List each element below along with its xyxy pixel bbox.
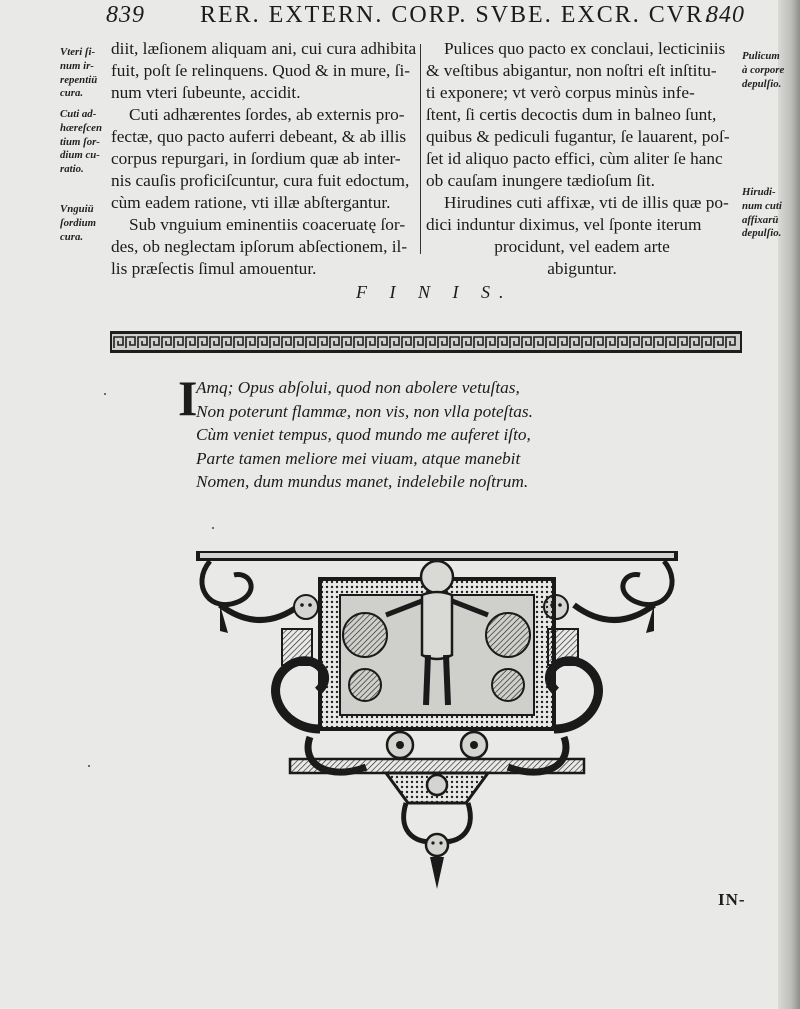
text-line: ſet id aliquo pacto effici, cùm aliter ſe hanc — [426, 149, 723, 168]
text-line: Pulices quo pacto ex conclaui, lecticiniis — [444, 39, 726, 58]
margin-note-line: Pulicum — [742, 50, 780, 62]
text-line: procidunt, vel eadem arte — [494, 237, 670, 256]
margin-note-line: Hirudi- — [742, 186, 776, 198]
text-line: cùm eadem ratione, vti illæ abſtergantur. — [111, 193, 391, 212]
margin-note-line: cura. — [60, 230, 84, 243]
margin-note-line: ſordium — [60, 216, 96, 229]
page-number-right: 840 — [706, 2, 745, 28]
poem-line: Cùm veniet tempus, quod mundo me auferet iſto, — [196, 425, 531, 444]
margin-note-left-2 — [60, 108, 102, 177]
ink-speck — [88, 765, 90, 767]
text-line: abiguntur. — [547, 259, 617, 278]
woodcut-tailpiece-ornament — [190, 545, 684, 897]
text-line: dici induntur diximus, vel ſponte iterum — [426, 215, 702, 234]
margin-note-line: dium cu- — [60, 149, 100, 162]
margin-note-right-1 — [742, 50, 784, 91]
margin-note-line: depulſio. — [742, 77, 782, 90]
margin-note-line: Vteri ſi- — [60, 46, 96, 58]
text-line: Cuti adhærentes ſordes, ab externis pro- — [129, 105, 405, 124]
drop-initial: I — [178, 370, 198, 426]
ink-speck — [104, 393, 106, 395]
margin-note-line: Vnguiü — [60, 203, 94, 215]
closing-poem — [196, 376, 533, 494]
margin-note-line: à corpore — [742, 63, 785, 76]
text-line: Sub vnguium eminentiis coaceruatę ſor- — [129, 215, 406, 234]
catchword: IN- — [718, 890, 746, 909]
text-line: des, ob neglectam ipſorum abſectionem, il- — [111, 237, 408, 256]
poem-line: Non poterunt flammæ, non vis, non vlla poteſtas. — [196, 401, 533, 421]
finis-heading: F I N I S. — [356, 282, 513, 302]
margin-note-line: cura. — [60, 87, 84, 100]
margin-note-line: num ir- — [60, 59, 94, 72]
page-number-left: 839 — [106, 2, 145, 28]
text-line: lis præſectis ſimul amouentur. — [111, 259, 317, 278]
text-line: diit, læſionem aliquam ani, cui cura adhibita — [111, 39, 417, 58]
text-line: & veſtibus abigantur, non noſtri eſt inſtitu- — [426, 61, 717, 80]
margin-note-line: ratio. — [60, 163, 84, 176]
right-text-column — [426, 38, 738, 280]
column-divider — [420, 44, 421, 254]
text-line: fuit, poſt ſe relinquens. Quod & in mure, ſi- — [111, 61, 411, 80]
page-edge-shadow — [778, 0, 800, 1009]
text-line: corpus repurgari, in ſordium quæ ab inter- — [111, 149, 401, 168]
margin-note-line: repentiü — [60, 73, 98, 86]
text-line: num vteri ſubeunte, accidit. — [111, 83, 301, 102]
margin-note-line: depulſio. — [742, 227, 782, 240]
text-line: nis cauſis proficiſcuntur, cura fuit edoctum, — [111, 171, 410, 190]
poem-line: Amq; Opus abſolui, quod non abolere vetuſtas, — [196, 378, 520, 397]
text-line: Hirudines cuti affixæ, vti de illis quæ po- — [444, 193, 729, 212]
text-line: ob cauſam inungere tædioſum ſit. — [426, 171, 655, 190]
text-line: quibus & pediculi fugantur, ſe lauarent, poſ- — [426, 127, 730, 146]
margin-note-line: affixarü — [742, 213, 779, 226]
margin-note-right-2 — [742, 186, 782, 241]
greek-key-border — [110, 331, 742, 353]
text-line: ti exponere; vt verò corpus minùs infe- — [426, 83, 695, 102]
text-line: ſtent, ſi certis decoctis dum in balneo ſunt, — [426, 105, 717, 124]
margin-note-line: tium ſor- — [60, 135, 100, 148]
margin-note-line: hæreſcen — [60, 121, 102, 134]
text-line: fectæ, quo pacto auferri debeant, & ab illis — [111, 127, 407, 146]
ink-speck — [212, 527, 214, 529]
running-title: RER. EXTERN. CORP. SVBE. EXCR. CVR. — [200, 2, 713, 28]
margin-note-line: num cuti — [742, 199, 782, 212]
margin-note-left-3 — [60, 203, 96, 244]
margin-note-left-1 — [60, 46, 97, 101]
poem-line: Parte tamen meliore mei viuam, atque manebit — [196, 448, 521, 468]
poem-line: Nomen, dum mundus manet, indelebile noſtrum. — [196, 472, 529, 491]
margin-note-line: Cuti ad- — [60, 108, 97, 120]
left-text-column — [111, 38, 416, 280]
